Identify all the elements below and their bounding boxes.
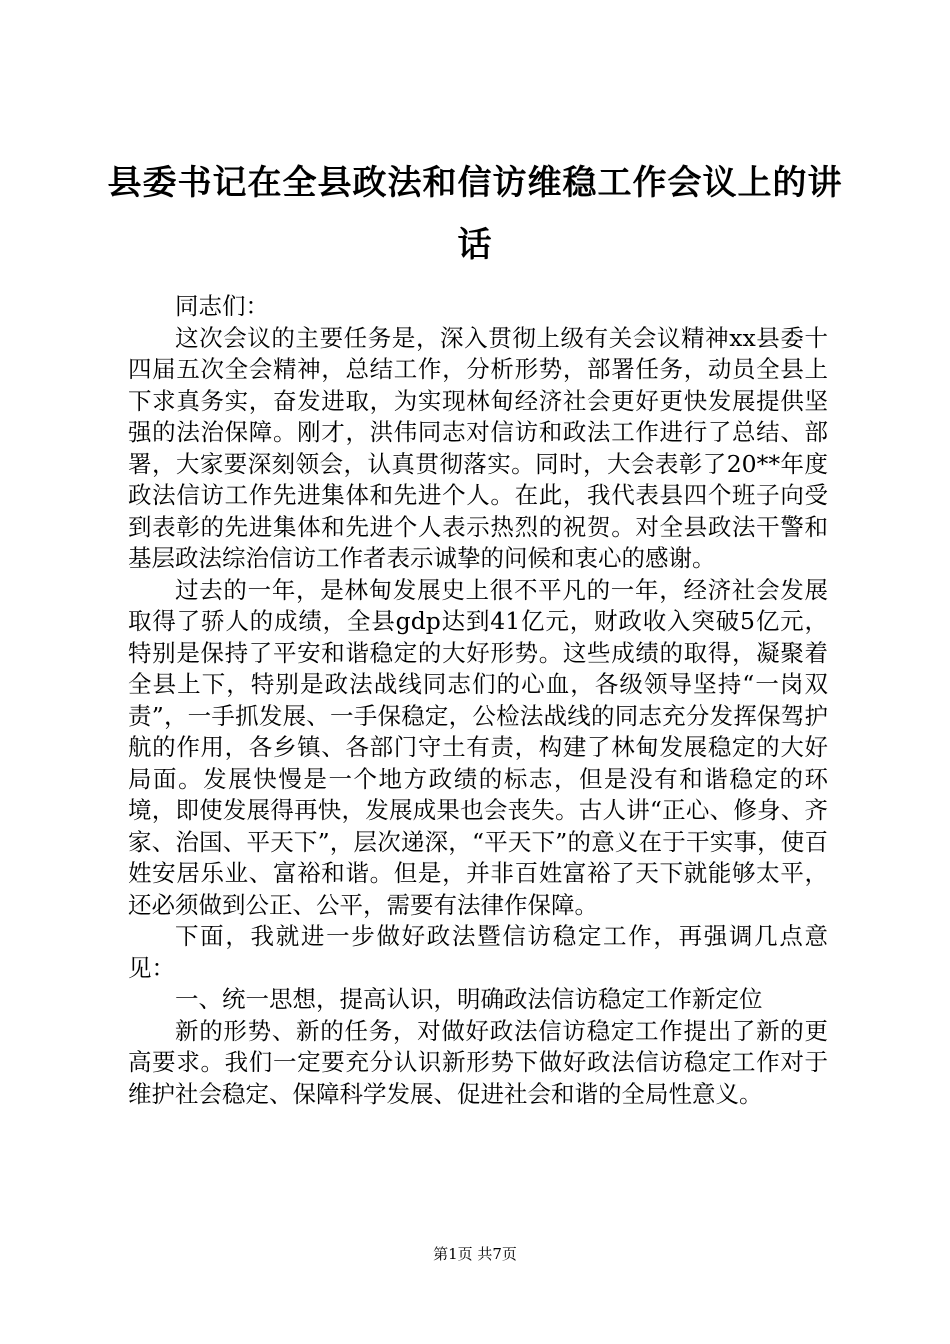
- page-number-footer: 第1页 共7页: [433, 1245, 517, 1263]
- paragraph-review: 过去的一年，是林甸发展史上很不平凡的一年，经济社会发展取得了骄人的成绩，全县gdp达到41亿元，财政收入突破5亿元，特别是保持了平安和谐稳定的大好形势。这些成绩的取得，凝聚着全县上下，特别是政法战线同志们的心血，各级领导坚持“一岗双责”，一手抓发展、一手保稳定，公检法战线的同志充分发挥保驾护航的作用，各乡镇、各部门守土有责，构建了林甸发展稳定的大好局面。发展快慢是一个地方政绩的标志，但是没有和谐稳定的环境，即使发展得再快，发展成果也会丧失。古人讲“正心、修身、齐家、治国、平天下”，层次递深，“平天下”的意义在于干实事，使百姓安居乐业、富裕和谐。但是，并非百姓富裕了天下就能够太平，还必须做到公正、公平，需要有法律作保障。: [128, 575, 828, 919]
- section-heading: 一、统一思想，提高认识，明确政法信访稳定工作新定位: [175, 985, 763, 1013]
- salutation: 同志们：: [175, 292, 269, 320]
- document-title: 县委书记在全县政法和信访维稳工作会议上的讲话: [107, 163, 843, 265]
- paragraph-transition: 下面，我就进一步做好政法暨信访稳定工作，再强调几点意见：: [128, 922, 828, 982]
- document-body: [128, 291, 828, 1110]
- paragraph-section-one: 新的形势、新的任务，对做好政法信访稳定工作提出了新的更高要求。我们一定要充分认识新形势下做好政法信访稳定工作对于维护社会稳定、保障科学发展、促进社会和谐的全局性意义。: [128, 1016, 828, 1108]
- paragraph-intro: 这次会议的主要任务是，深入贯彻上级有关会议精神xx县委十四届五次全会精神，总结工作，分析形势，部署任务，动员全县上下求真务实，奋发进取，为实现林甸经济社会更好更快发展提供坚强的法治保障。刚才，洪伟同志对信访和政法工作进行了总结、部署，大家要深刻领会，认真贯彻落实。同时，大会表彰了20**年度政法信访工作先进集体和先进个人。在此，我代表县四个班子向受到表彰的先进集体和先进个人表示热烈的祝贺。对全县政法干警和基层政法综治信访工作者表示诚挚的问候和衷心的感谢。: [128, 323, 828, 572]
